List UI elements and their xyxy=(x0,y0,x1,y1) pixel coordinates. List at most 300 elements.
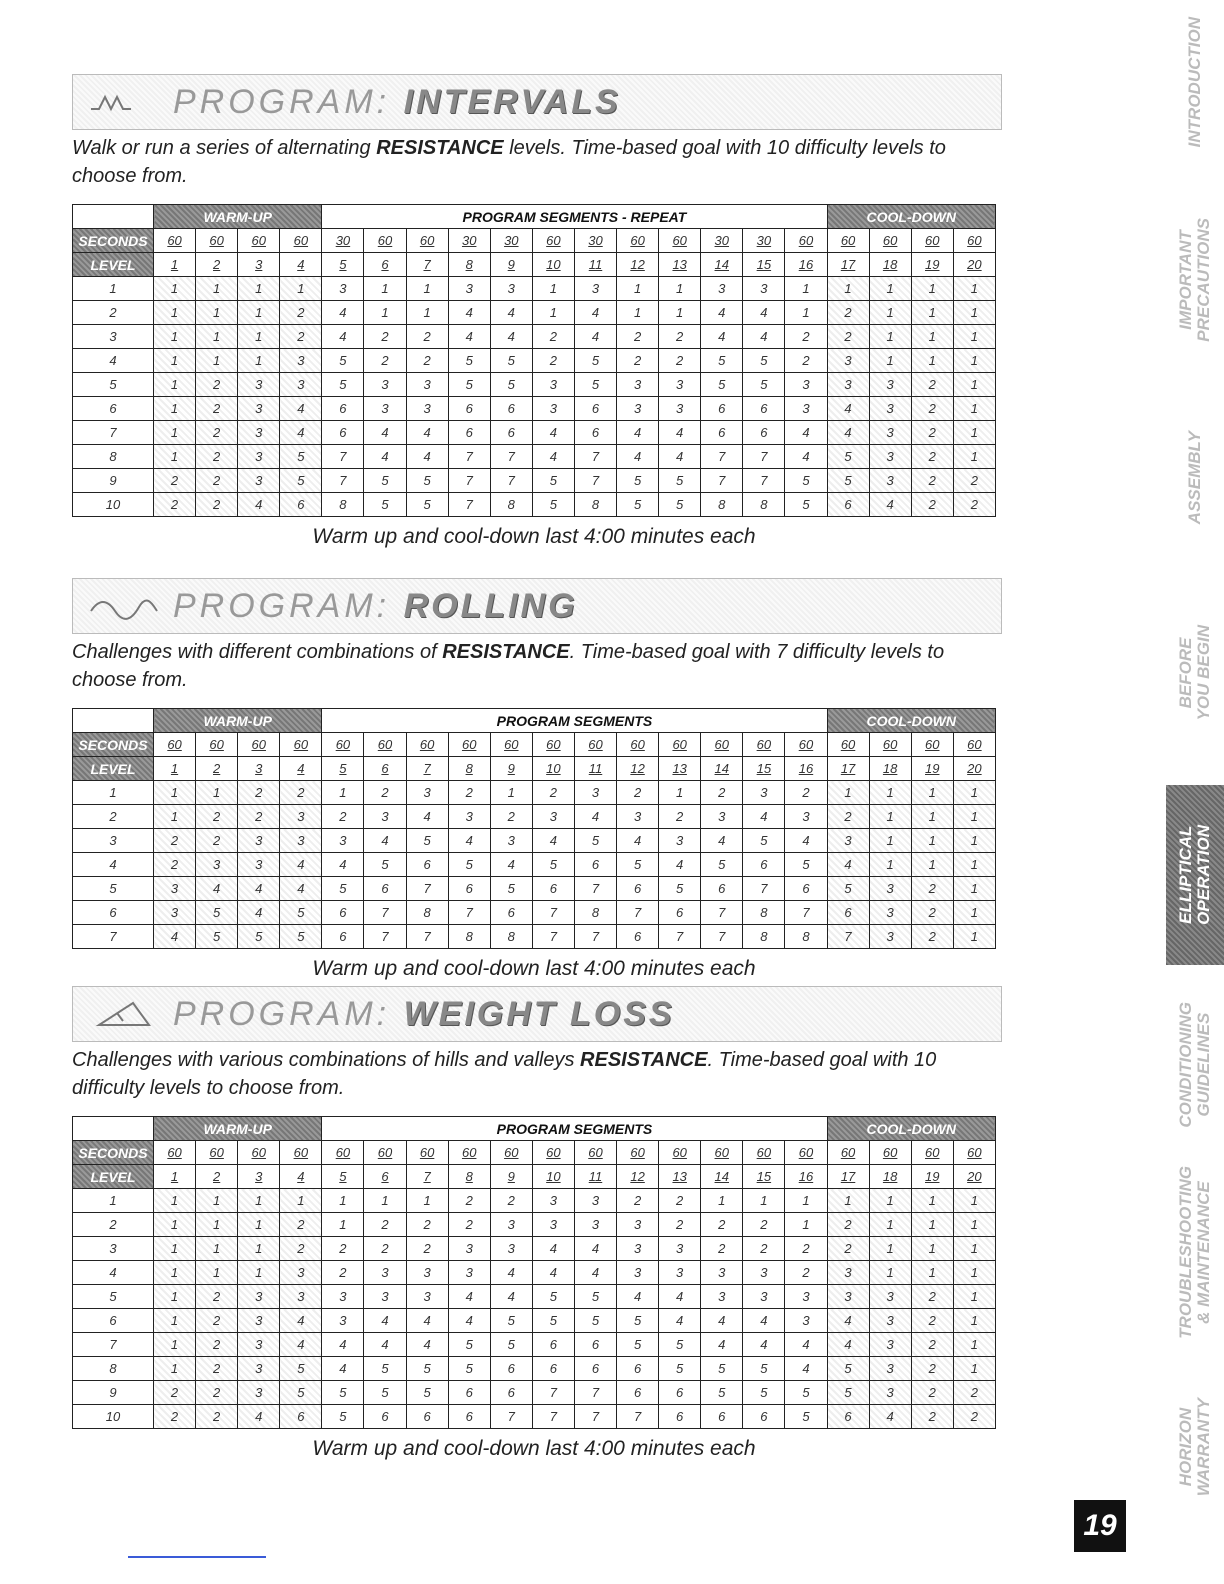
seconds-cell: 60 xyxy=(154,733,196,757)
resistance-cell: 4 xyxy=(196,877,238,901)
resistance-cell: 3 xyxy=(448,1261,490,1285)
resistance-cell: 3 xyxy=(869,877,911,901)
resistance-cell: 2 xyxy=(911,1333,953,1357)
table-row xyxy=(73,1309,996,1333)
segment-number-cell: 3 xyxy=(238,757,280,781)
resistance-cell: 3 xyxy=(743,277,785,301)
resistance-cell: 2 xyxy=(154,829,196,853)
resistance-cell: 5 xyxy=(743,349,785,373)
resistance-cell: 4 xyxy=(490,301,532,325)
resistance-cell: 4 xyxy=(532,1237,574,1261)
resistance-cell: 6 xyxy=(617,1381,659,1405)
table-row xyxy=(73,1333,996,1357)
chapter-tab-label: TROUBLESHOOTING & MAINTENANCE xyxy=(1176,1166,1213,1339)
resistance-cell: 3 xyxy=(364,397,406,421)
segment-number-cell: 17 xyxy=(827,253,869,277)
seconds-cell: 60 xyxy=(364,1141,406,1165)
seconds-cell: 60 xyxy=(869,733,911,757)
resistance-cell: 7 xyxy=(743,469,785,493)
seconds-cell: 60 xyxy=(154,1141,196,1165)
resistance-cell: 3 xyxy=(617,397,659,421)
resistance-cell: 1 xyxy=(154,1357,196,1381)
resistance-cell: 2 xyxy=(196,829,238,853)
segment-number-cell: 5 xyxy=(322,253,364,277)
resistance-cell: 4 xyxy=(490,1285,532,1309)
resistance-cell: 3 xyxy=(280,349,322,373)
resistance-cell: 1 xyxy=(280,1189,322,1213)
section-note: Warm up and cool-down last 4:00 minutes each xyxy=(312,525,756,548)
resistance-cell: 1 xyxy=(953,277,995,301)
table-row xyxy=(73,1213,996,1237)
resistance-cell: 4 xyxy=(869,493,911,517)
table-row xyxy=(73,829,996,853)
intervals-wave-icon xyxy=(89,87,159,117)
resistance-cell: 1 xyxy=(953,301,995,325)
resistance-cell: 7 xyxy=(827,925,869,949)
resistance-cell: 6 xyxy=(827,493,869,517)
resistance-cell: 1 xyxy=(743,1189,785,1213)
segment-number-cell: 6 xyxy=(364,757,406,781)
resistance-cell: 1 xyxy=(953,1213,995,1237)
table-row xyxy=(73,805,996,829)
seconds-cell: 60 xyxy=(154,229,196,253)
seconds-label: SECONDS xyxy=(73,229,154,253)
resistance-cell: 3 xyxy=(490,1237,532,1261)
resistance-cell: 1 xyxy=(953,1357,995,1381)
resistance-cell: 1 xyxy=(196,349,238,373)
level-cell: 8 xyxy=(73,445,154,469)
resistance-cell: 5 xyxy=(196,925,238,949)
resistance-cell: 6 xyxy=(364,1405,406,1429)
resistance-cell: 6 xyxy=(574,1333,616,1357)
resistance-cell: 4 xyxy=(238,901,280,925)
seconds-cell: 60 xyxy=(406,1141,448,1165)
resistance-cell: 3 xyxy=(448,805,490,829)
resistance-cell: 2 xyxy=(196,1333,238,1357)
resistance-cell: 5 xyxy=(743,1357,785,1381)
resistance-cell: 5 xyxy=(280,469,322,493)
level-cell: 5 xyxy=(73,373,154,397)
resistance-cell: 2 xyxy=(364,349,406,373)
resistance-cell: 1 xyxy=(869,1213,911,1237)
resistance-cell: 3 xyxy=(322,277,364,301)
level-cell: 7 xyxy=(73,925,154,949)
table-row xyxy=(73,445,996,469)
resistance-cell: 5 xyxy=(280,925,322,949)
resistance-cell: 4 xyxy=(238,877,280,901)
resistance-cell: 3 xyxy=(238,1309,280,1333)
resistance-cell: 6 xyxy=(701,1405,743,1429)
resistance-cell: 4 xyxy=(785,421,827,445)
seconds-cell: 60 xyxy=(785,733,827,757)
resistance-cell: 4 xyxy=(701,1333,743,1357)
resistance-cell: 6 xyxy=(659,1381,701,1405)
resistance-cell: 2 xyxy=(448,1189,490,1213)
resistance-cell: 3 xyxy=(869,1381,911,1405)
resistance-cell: 5 xyxy=(448,853,490,877)
seconds-cell: 60 xyxy=(490,1141,532,1165)
resistance-cell: 5 xyxy=(196,901,238,925)
corner-cell xyxy=(73,205,154,229)
resistance-cell: 1 xyxy=(785,301,827,325)
resistance-cell: 5 xyxy=(701,1357,743,1381)
weight-loss-hill-icon xyxy=(89,999,159,1029)
seconds-cell: 60 xyxy=(322,733,364,757)
resistance-cell: 7 xyxy=(574,1405,616,1429)
weight-loss-section xyxy=(72,986,1002,1461)
resistance-cell: 1 xyxy=(869,1261,911,1285)
seconds-cell: 60 xyxy=(701,733,743,757)
resistance-cell: 5 xyxy=(364,1381,406,1405)
resistance-cell: 4 xyxy=(406,805,448,829)
seconds-cell: 60 xyxy=(406,229,448,253)
resistance-cell: 5 xyxy=(827,469,869,493)
resistance-cell: 5 xyxy=(364,469,406,493)
level-cell: 7 xyxy=(73,421,154,445)
resistance-cell: 2 xyxy=(617,1189,659,1213)
segment-number-cell: 8 xyxy=(448,1165,490,1189)
segment-number-cell: 8 xyxy=(448,757,490,781)
resistance-cell: 6 xyxy=(448,1381,490,1405)
resistance-cell: 1 xyxy=(785,1213,827,1237)
resistance-cell: 5 xyxy=(785,1381,827,1405)
resistance-cell: 1 xyxy=(238,1189,280,1213)
resistance-cell: 3 xyxy=(238,469,280,493)
corner-cell xyxy=(73,1117,154,1141)
resistance-cell: 6 xyxy=(574,421,616,445)
resistance-cell: 1 xyxy=(659,277,701,301)
resistance-cell: 4 xyxy=(280,877,322,901)
resistance-cell: 4 xyxy=(785,1357,827,1381)
resistance-cell: 6 xyxy=(448,1405,490,1429)
resistance-cell: 4 xyxy=(532,445,574,469)
resistance-cell: 1 xyxy=(869,1189,911,1213)
resistance-cell: 4 xyxy=(490,853,532,877)
resistance-cell: 3 xyxy=(322,1309,364,1333)
resistance-cell: 2 xyxy=(701,781,743,805)
resistance-cell: 2 xyxy=(154,853,196,877)
resistance-cell: 4 xyxy=(659,1285,701,1309)
segment-number-cell: 13 xyxy=(659,253,701,277)
resistance-cell: 1 xyxy=(364,277,406,301)
seconds-cell: 60 xyxy=(238,733,280,757)
chapter-tab[interactable] xyxy=(1166,785,1224,965)
resistance-cell: 7 xyxy=(448,901,490,925)
resistance-cell: 1 xyxy=(196,781,238,805)
resistance-cell: 6 xyxy=(574,853,616,877)
resistance-cell: 4 xyxy=(869,1405,911,1429)
resistance-cell: 5 xyxy=(574,373,616,397)
resistance-cell: 6 xyxy=(617,877,659,901)
resistance-cell: 3 xyxy=(827,829,869,853)
chapter-tab-label: IMPORTANT PRECAUTIONS xyxy=(1176,218,1213,342)
resistance-cell: 2 xyxy=(448,1213,490,1237)
resistance-cell: 2 xyxy=(911,1309,953,1333)
resistance-cell: 7 xyxy=(785,901,827,925)
resistance-cell: 3 xyxy=(238,421,280,445)
table-row xyxy=(73,397,996,421)
segment-number-cell: 17 xyxy=(827,1165,869,1189)
segment-number-cell: 16 xyxy=(785,1165,827,1189)
resistance-cell: 3 xyxy=(490,277,532,301)
resistance-cell: 3 xyxy=(154,901,196,925)
segment-number-cell: 11 xyxy=(574,253,616,277)
resistance-cell: 1 xyxy=(154,445,196,469)
level-cell: 5 xyxy=(73,877,154,901)
resistance-cell: 1 xyxy=(196,277,238,301)
resistance-cell: 2 xyxy=(659,1189,701,1213)
seconds-label: SECONDS xyxy=(73,1141,154,1165)
resistance-cell: 8 xyxy=(743,901,785,925)
chapter-tab[interactable] xyxy=(1166,190,1224,370)
resistance-cell: 5 xyxy=(574,1309,616,1333)
resistance-cell: 7 xyxy=(448,493,490,517)
resistance-cell: 1 xyxy=(911,829,953,853)
resistance-cell: 2 xyxy=(322,1261,364,1285)
resistance-cell: 2 xyxy=(532,349,574,373)
cooldown-header: COOL-DOWN xyxy=(827,205,996,229)
level-cell: 9 xyxy=(73,1381,154,1405)
resistance-cell: 4 xyxy=(280,1333,322,1357)
resistance-cell: 5 xyxy=(701,349,743,373)
level-cell: 2 xyxy=(73,1213,154,1237)
resistance-cell: 2 xyxy=(953,493,995,517)
resistance-cell: 5 xyxy=(659,877,701,901)
resistance-cell: 7 xyxy=(364,925,406,949)
resistance-cell: 2 xyxy=(617,781,659,805)
resistance-cell: 2 xyxy=(785,349,827,373)
resistance-cell: 1 xyxy=(785,277,827,301)
segment-number-cell: 1 xyxy=(154,253,196,277)
resistance-cell: 2 xyxy=(196,1357,238,1381)
seconds-cell: 60 xyxy=(617,229,659,253)
table-row xyxy=(73,1237,996,1261)
resistance-cell: 4 xyxy=(532,421,574,445)
seconds-cell: 60 xyxy=(364,733,406,757)
resistance-cell: 1 xyxy=(869,325,911,349)
level-cell: 3 xyxy=(73,829,154,853)
chapter-tab[interactable] xyxy=(1166,1360,1224,1535)
resistance-cell: 7 xyxy=(532,925,574,949)
resistance-cell: 1 xyxy=(953,397,995,421)
segment-number-cell: 12 xyxy=(617,1165,659,1189)
segment-number-cell: 18 xyxy=(869,757,911,781)
resistance-cell: 1 xyxy=(196,1213,238,1237)
resistance-cell: 3 xyxy=(280,1285,322,1309)
section-note: Warm up and cool-down last 4:00 minutes each xyxy=(312,957,756,980)
resistance-cell: 2 xyxy=(785,781,827,805)
section-description: Challenges with different combinations of RESISTANCE. Time-based goal with 7 difficulty levels to choose from. xyxy=(72,641,945,691)
resistance-cell: 7 xyxy=(532,1381,574,1405)
resistance-cell: 2 xyxy=(154,469,196,493)
resistance-cell: 2 xyxy=(154,1405,196,1429)
resistance-cell: 1 xyxy=(617,277,659,301)
chapter-tab[interactable] xyxy=(1166,985,1224,1145)
segments-header: PROGRAM SEGMENTS xyxy=(322,709,827,733)
resistance-cell: 2 xyxy=(827,301,869,325)
seconds-cell: 60 xyxy=(911,229,953,253)
resistance-cell: 3 xyxy=(364,373,406,397)
resistance-cell: 3 xyxy=(490,829,532,853)
resistance-cell: 2 xyxy=(911,1405,953,1429)
resistance-cell: 4 xyxy=(659,445,701,469)
seconds-cell: 60 xyxy=(532,1141,574,1165)
resistance-cell: 3 xyxy=(280,373,322,397)
resistance-cell: 2 xyxy=(196,805,238,829)
seconds-cell: 30 xyxy=(448,229,490,253)
resistance-cell: 4 xyxy=(364,445,406,469)
resistance-table xyxy=(72,204,996,517)
warmup-header: WARM-UP xyxy=(154,1117,322,1141)
table-row xyxy=(73,877,996,901)
segment-number-cell: 13 xyxy=(659,1165,701,1189)
resistance-table xyxy=(72,708,996,949)
segment-number-cell: 7 xyxy=(406,253,448,277)
resistance-cell: 3 xyxy=(659,1237,701,1261)
resistance-cell: 1 xyxy=(154,325,196,349)
resistance-cell: 2 xyxy=(196,397,238,421)
chapter-tab[interactable] xyxy=(1166,1160,1224,1345)
resistance-cell: 5 xyxy=(827,1381,869,1405)
resistance-cell: 2 xyxy=(364,781,406,805)
resistance-cell: 2 xyxy=(154,1381,196,1405)
seconds-cell: 60 xyxy=(490,733,532,757)
resistance-cell: 1 xyxy=(911,325,953,349)
resistance-cell: 4 xyxy=(490,325,532,349)
resistance-cell: 2 xyxy=(827,805,869,829)
seconds-cell: 60 xyxy=(532,229,574,253)
resistance-cell: 1 xyxy=(238,1261,280,1285)
resistance-cell: 3 xyxy=(238,829,280,853)
resistance-cell: 5 xyxy=(490,349,532,373)
seconds-cell: 60 xyxy=(869,1141,911,1165)
warmup-header: WARM-UP xyxy=(154,709,322,733)
resistance-cell: 3 xyxy=(869,397,911,421)
resistance-cell: 3 xyxy=(617,1213,659,1237)
segment-number-cell: 9 xyxy=(490,253,532,277)
resistance-cell: 5 xyxy=(448,1357,490,1381)
table-header-row xyxy=(73,709,996,733)
table-row xyxy=(73,1357,996,1381)
resistance-cell: 1 xyxy=(869,805,911,829)
resistance-cell: 5 xyxy=(490,373,532,397)
resistance-cell: 3 xyxy=(785,1309,827,1333)
seconds-cell: 60 xyxy=(280,1141,322,1165)
level-cell: 1 xyxy=(73,277,154,301)
resistance-cell: 4 xyxy=(617,1285,659,1309)
resistance-cell: 1 xyxy=(911,853,953,877)
table-row xyxy=(73,421,996,445)
resistance-cell: 4 xyxy=(827,421,869,445)
resistance-cell: 4 xyxy=(406,1333,448,1357)
section-title: PROGRAM: ROLLING xyxy=(173,587,578,625)
section-banner xyxy=(72,986,1002,1042)
resistance-cell: 5 xyxy=(364,1357,406,1381)
resistance-cell: 4 xyxy=(659,853,701,877)
resistance-cell: 8 xyxy=(701,493,743,517)
resistance-cell: 5 xyxy=(617,1333,659,1357)
resistance-cell: 6 xyxy=(701,421,743,445)
table-row xyxy=(73,1381,996,1405)
resistance-cell: 1 xyxy=(154,373,196,397)
level-cell: 5 xyxy=(73,1285,154,1309)
resistance-cell: 5 xyxy=(406,829,448,853)
resistance-cell: 1 xyxy=(196,325,238,349)
resistance-cell: 1 xyxy=(406,301,448,325)
resistance-cell: 2 xyxy=(490,1189,532,1213)
resistance-cell: 3 xyxy=(364,1261,406,1285)
resistance-cell: 2 xyxy=(785,1261,827,1285)
chapter-tab[interactable] xyxy=(1166,390,1224,565)
resistance-cell: 4 xyxy=(532,829,574,853)
resistance-cell: 2 xyxy=(953,469,995,493)
table-row xyxy=(73,781,996,805)
resistance-cell: 2 xyxy=(280,1237,322,1261)
resistance-cell: 1 xyxy=(364,301,406,325)
resistance-cell: 7 xyxy=(490,469,532,493)
resistance-cell: 3 xyxy=(238,1333,280,1357)
segment-number-cell: 15 xyxy=(743,757,785,781)
seconds-cell: 60 xyxy=(827,229,869,253)
resistance-cell: 2 xyxy=(280,301,322,325)
resistance-cell: 2 xyxy=(154,493,196,517)
chapter-tab[interactable] xyxy=(1166,0,1224,165)
resistance-cell: 4 xyxy=(448,301,490,325)
resistance-cell: 6 xyxy=(827,1405,869,1429)
resistance-cell: 5 xyxy=(659,1333,701,1357)
resistance-cell: 1 xyxy=(154,1261,196,1285)
resistance-cell: 3 xyxy=(448,1237,490,1261)
chapter-tab[interactable] xyxy=(1166,580,1224,765)
resistance-cell: 1 xyxy=(322,781,364,805)
resistance-cell: 4 xyxy=(574,1261,616,1285)
resistance-cell: 1 xyxy=(238,1213,280,1237)
resistance-cell: 4 xyxy=(406,1309,448,1333)
resistance-cell: 1 xyxy=(953,829,995,853)
resistance-cell: 4 xyxy=(743,301,785,325)
resistance-cell: 2 xyxy=(196,445,238,469)
resistance-cell: 4 xyxy=(785,445,827,469)
resistance-cell: 4 xyxy=(827,397,869,421)
resistance-cell: 7 xyxy=(617,1405,659,1429)
seconds-cell: 60 xyxy=(196,229,238,253)
resistance-cell: 4 xyxy=(574,805,616,829)
resistance-cell: 3 xyxy=(406,1261,448,1285)
segment-number-cell: 15 xyxy=(743,253,785,277)
level-cell: 9 xyxy=(73,469,154,493)
resistance-cell: 4 xyxy=(827,1333,869,1357)
resistance-cell: 1 xyxy=(869,1237,911,1261)
resistance-cell: 3 xyxy=(238,1381,280,1405)
segment-number-cell: 19 xyxy=(911,1165,953,1189)
resistance-cell: 3 xyxy=(701,1285,743,1309)
resistance-cell: 1 xyxy=(154,349,196,373)
resistance-cell: 4 xyxy=(743,1309,785,1333)
resistance-cell: 6 xyxy=(743,397,785,421)
resistance-cell: 4 xyxy=(490,1261,532,1285)
resistance-cell: 1 xyxy=(154,421,196,445)
resistance-cell: 6 xyxy=(364,877,406,901)
resistance-cell: 7 xyxy=(701,469,743,493)
resistance-cell: 8 xyxy=(785,925,827,949)
resistance-cell: 4 xyxy=(574,1237,616,1261)
segment-number-cell: 3 xyxy=(238,1165,280,1189)
resistance-cell: 3 xyxy=(869,445,911,469)
segment-number-cell: 2 xyxy=(196,757,238,781)
resistance-cell: 7 xyxy=(659,925,701,949)
segment-number-cell: 17 xyxy=(827,757,869,781)
level-cell: 3 xyxy=(73,325,154,349)
